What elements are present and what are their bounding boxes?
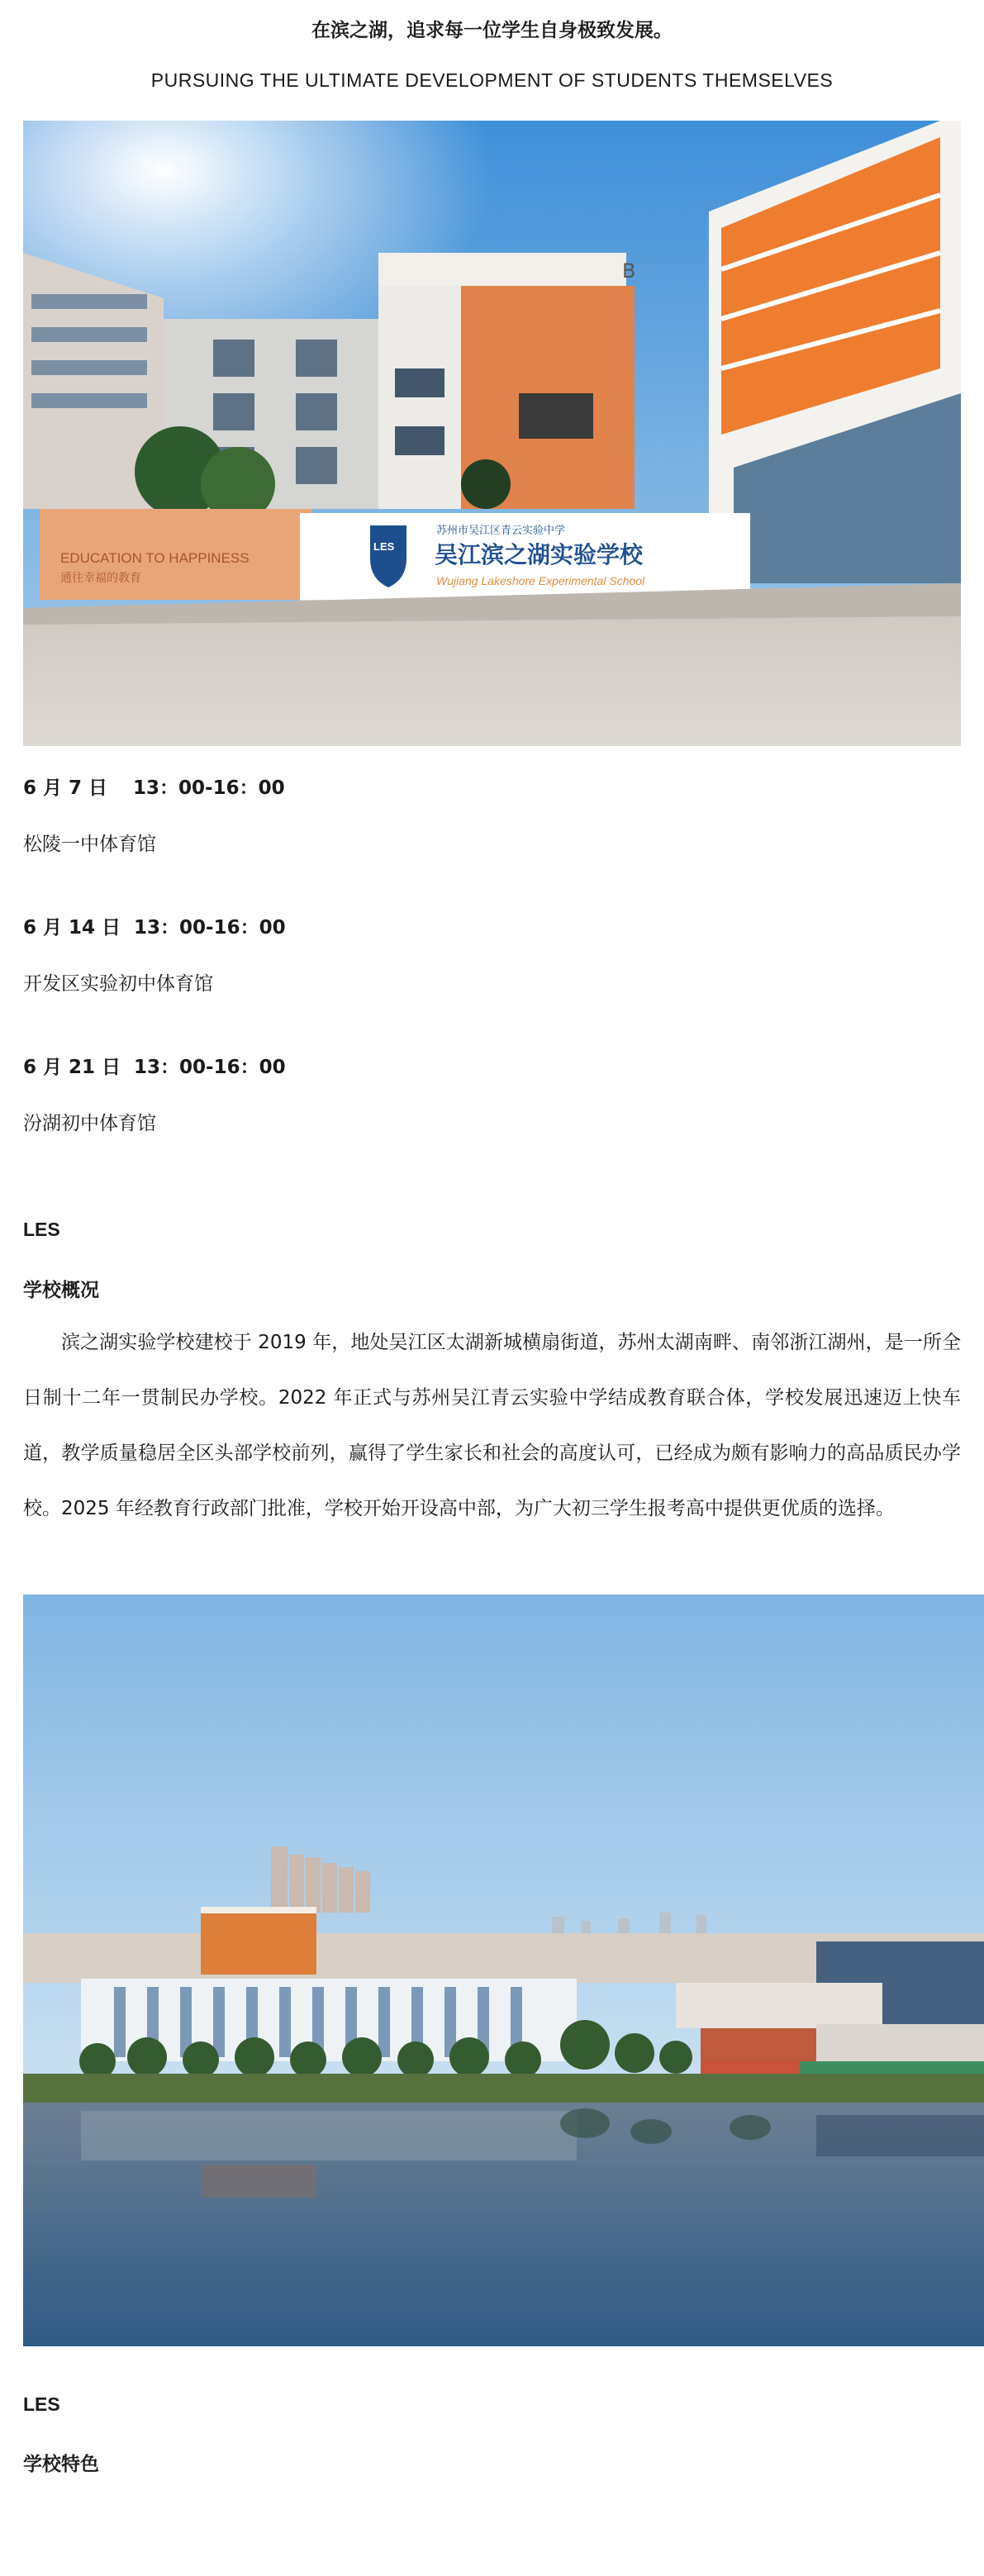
sign-top-line: 苏州市吴江区青云实验中学 — [436, 525, 566, 537]
overview-tag: LES — [23, 1219, 60, 1240]
schedule-place-1: 松陵一中体育馆 — [23, 834, 156, 855]
sign-english-name: Wujiang Lakeshore Experimental School — [436, 574, 645, 587]
slogan-chinese: 在滨之湖，追求每一位学生自身极致发展。 — [311, 20, 673, 41]
overview-title: 学校概况 — [23, 1280, 99, 1301]
features-title: 学校特色 — [23, 2454, 99, 2475]
school-logo: LES — [373, 540, 395, 553]
wall-slogan-chinese: 通往幸福的教育 — [60, 572, 141, 585]
schedule-place-2: 开发区实验初中体育馆 — [23, 973, 213, 995]
features-tag: LES — [23, 2393, 60, 2415]
building-letter: B — [622, 259, 636, 283]
schedule-place-3: 汾湖初中体育馆 — [23, 1113, 156, 1134]
lakeside-campus-photo — [23, 1595, 984, 2346]
campus-gate-photo — [23, 121, 961, 746]
sign-school-name: 吴江滨之湖实验学校 — [435, 541, 644, 568]
schedule-time-3: 6 月 21 日 13：00-16：00 — [23, 1057, 286, 1078]
schedule-time-2: 6 月 14 日 13：00-16：00 — [23, 917, 286, 939]
slogan-english: PURSUING THE ULTIMATE DEVELOPMENT OF STUDENTS THEMSELVES — [150, 69, 834, 91]
wall-slogan-english: EDUCATION TO HAPPINESS — [60, 550, 250, 566]
schedule-time-1: 6 月 7 日 13：00-16：00 — [23, 777, 285, 799]
overview-paragraph: 滨之湖实验学校建校于 2019 年，地处吴江区太湖新城横扇街道，苏州太湖南畔、南邻浙江湖州，是一所全日制十二年一贯制民办学校。2022 年正式与苏州吴江青云实验中学结成教育联合体，学校发展迅速迈上快车道，教学质量稳居全区头部学校前列，赢得了学生家长和社会的高度认可，已经成为颇有影响力的高品质民办学校。2025 年经教育行政部门批准，学校开始开设高中部，为广大初三学生报考高中提供更优质的选择。 — [23, 1332, 961, 1519]
